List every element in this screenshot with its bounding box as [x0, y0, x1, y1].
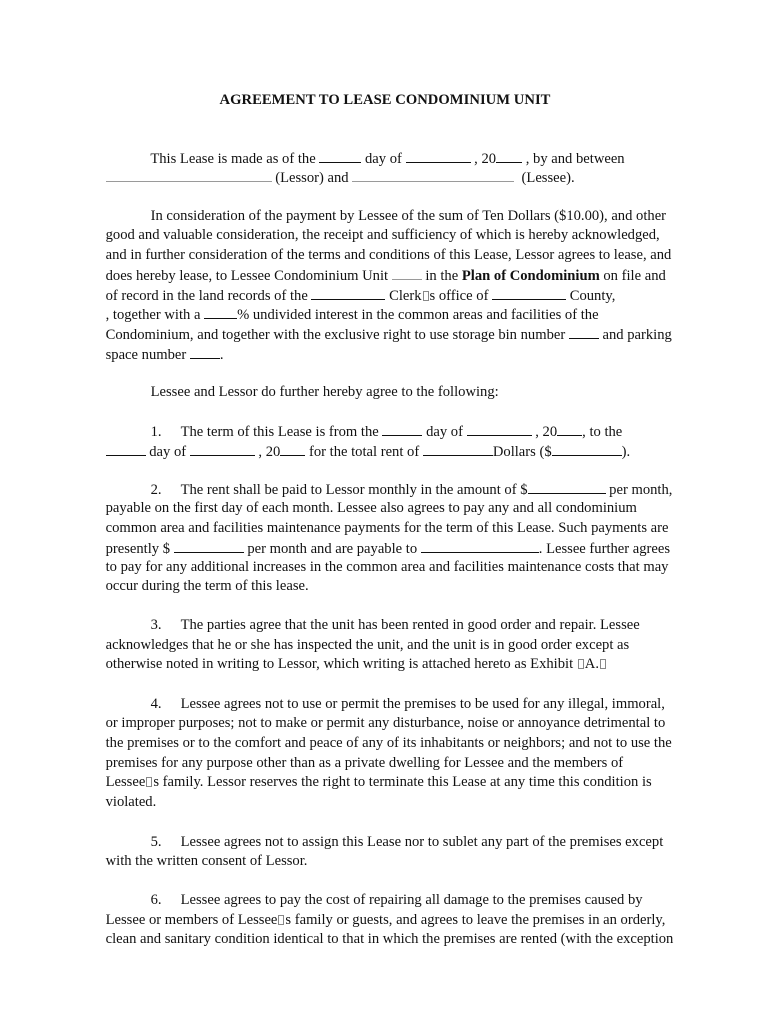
paragraph-text: , together with a [105, 306, 205, 323]
consideration-line-7 [91, 304, 677, 343]
consideration-line-3 [91, 226, 677, 263]
clause-text: for the total rent of [305, 443, 423, 460]
consideration-line-4 [91, 245, 677, 284]
clause-text: . Lessee further agrees [538, 540, 671, 557]
clause-text: the premises or to the comfort and peace of any of its inhabitants or neighbors; and not to use the [105, 734, 672, 751]
plan-of-condominium-bold: Plan of Condominium [461, 267, 600, 284]
paragraph-text: and in further consideration of the terms and conditions of this Lease, Lessor agrees to lease, and [105, 246, 672, 263]
term-end-day-blank[interactable] [106, 441, 146, 456]
clause-text: acknowledges that he or she has inspected the unit, and the unit is in good order except as [105, 636, 630, 653]
clause-number: 2. [150, 481, 162, 498]
clause-4-line-6 [91, 773, 677, 810]
clause-text: day of [145, 443, 190, 460]
clause-text: Lessee agrees to pay the cost of repairing all damage to the premises caused by [180, 891, 643, 908]
clause-text: common area and facilities maintenance payments for the term of this Lease. Such payments are [105, 519, 669, 536]
clause-2-line-2 [91, 479, 677, 516]
clause-2-line-3 [91, 499, 677, 536]
preamble-line-2 [91, 147, 677, 186]
paragraph-text: % undivided interest in the common areas and facilities of the [237, 306, 599, 323]
paragraph-text: In consideration of the payment by Lessee of the sum of Ten Dollars ($10.00), and other [150, 207, 667, 224]
clause-1-line-2 [91, 421, 677, 460]
clause-text: presently $ [105, 540, 174, 557]
clause-text: The rent shall be paid to Lessor monthly in the amount of $ [180, 481, 528, 498]
clause-text: violated. [105, 793, 157, 810]
lessor-name-blank[interactable] [106, 167, 272, 182]
lessee-name-blank[interactable] [352, 167, 514, 182]
clause-text: s family. Lessor reserves the right to terminate this Lease at any time this condition is [153, 773, 652, 790]
paragraph-text: Clerk [385, 287, 422, 304]
clause-text: or improper purposes; not to make or permit any disturbance, noise or annoyance detrimental to [105, 714, 666, 731]
clause-text: , 20 [531, 423, 558, 440]
clause-3-line-1 [136, 596, 676, 633]
preamble-text: , by and between [522, 150, 625, 167]
clause-text: s family or guests, and agrees to leave the premises in an orderly, [285, 911, 666, 928]
clause-number: 1. [150, 423, 162, 440]
paragraph-text: on file and [599, 267, 666, 284]
paragraph-text: does hereby lease, to Lessee Condominium Unit [105, 267, 392, 284]
clause-number: 4. [150, 695, 162, 712]
paragraph-text: of record in the land records of the [105, 287, 312, 304]
total-rent-amount-blank[interactable] [552, 441, 622, 456]
clause-2-line-5 [91, 538, 677, 575]
clause-5-line-1 [136, 813, 676, 850]
clause-text: A. [584, 655, 599, 672]
clause-number: 5. [150, 833, 162, 850]
clause-2-line-6 [91, 557, 677, 594]
clause-3-line-3 [91, 635, 677, 672]
clause-2-line-1 [136, 459, 676, 498]
clause-text: Lessee or members of Lessee [105, 911, 278, 928]
agree-intro [136, 363, 676, 400]
clause-text: day of [422, 423, 467, 440]
paragraph-text: in the [421, 267, 462, 284]
preamble-line-1 [136, 128, 676, 167]
consideration-line-6 [91, 284, 677, 323]
clause-text: per month, [605, 481, 673, 498]
missing-glyph-icon [578, 659, 584, 669]
clause-text: with the written consent of Lessor. [105, 852, 308, 869]
clause-4-line-1 [136, 675, 676, 712]
clause-6-line-1 [136, 871, 676, 908]
clause-4-line-3 [91, 714, 677, 751]
clause-1-line-1 [136, 401, 676, 440]
paragraph-text: County, [566, 287, 616, 304]
total-rent-words-blank[interactable] [423, 441, 493, 456]
clause-text: payable on the first day of each month. Lessee also agrees to pay any and all condominium [105, 499, 637, 516]
consideration-line-2 [91, 206, 677, 243]
clause-4-line-4 [91, 734, 677, 771]
clause-text: premises for any purpose other than as a private dwelling for Lessee and the members of [105, 754, 624, 771]
preamble-text: (Lessee). [514, 169, 575, 186]
clause-5-line-2 [91, 832, 677, 869]
clause-text: Dollars ($ [492, 443, 552, 460]
clause-6-line-2 [91, 891, 677, 928]
clause-number: 6. [150, 891, 162, 908]
clause-text: The parties agree that the unit has been rented in good order and repair. Lessee [180, 616, 640, 633]
consideration-line-5 [91, 265, 677, 304]
paragraph-text: and parking [598, 326, 672, 343]
preamble-text: day of [361, 150, 406, 167]
document-title: AGREEMENT TO LEASE CONDOMINIUM UNIT [219, 92, 551, 108]
clause-6-line-3 [91, 910, 677, 947]
term-end-month-blank[interactable] [190, 441, 255, 456]
clause-number: 3. [150, 616, 162, 633]
clause-text: to pay for any additional increases in the common area and facilities maintenance costs that may [105, 558, 669, 575]
paragraph-text: . [219, 346, 224, 363]
preamble-text: This Lease is made as of the [150, 150, 320, 167]
clause-text: occur during the term of this lease. [105, 577, 309, 594]
paragraph-text: Condominium, and together with the exclusive right to use storage bin number [105, 326, 569, 343]
clause-3-line-2 [91, 616, 677, 653]
clause-text: , 20 [254, 443, 281, 460]
clause-text: , to the [582, 423, 623, 440]
consideration-line-1 [136, 187, 676, 224]
clause-text: The term of this Lease is from the [180, 423, 383, 440]
missing-glyph-icon [600, 659, 606, 669]
consideration-line-8 [91, 324, 677, 363]
preamble-text: (Lessor) and [271, 169, 353, 186]
clause-text: per month and are payable to [243, 540, 421, 557]
clause-text: clean and sanitary condition identical to that in which the premises are rented (with the exception [105, 930, 674, 947]
clause-text: Lessee [105, 773, 146, 790]
clause-text: Lessee agrees not to use or permit the premises to be used for any illegal, immoral, [180, 695, 665, 712]
clause-2-line-4 [91, 518, 677, 557]
clause-text: otherwise noted in writing to Lessor, which writing is attached hereto as Exhibit [105, 655, 577, 672]
paragraph-text: space number [105, 346, 190, 363]
preamble-text: , 20 [470, 150, 497, 167]
clause-text: Lessee agrees not to assign this Lease nor to sublet any part of the premises except [180, 833, 664, 850]
clause-text: ). [621, 443, 631, 460]
paragraph-text: s office of [429, 287, 493, 304]
parking-space-blank[interactable] [190, 344, 220, 359]
paragraph-text: good and valuable consideration, the receipt and sufficiency of which is hereby acknowledged, [105, 226, 660, 243]
clause-4-line-5 [91, 753, 677, 790]
term-end-year-blank[interactable] [280, 441, 305, 456]
clause-4-line-2 [91, 694, 677, 731]
paragraph-text: Lessee and Lessor do further hereby agree to the following: [150, 383, 499, 400]
